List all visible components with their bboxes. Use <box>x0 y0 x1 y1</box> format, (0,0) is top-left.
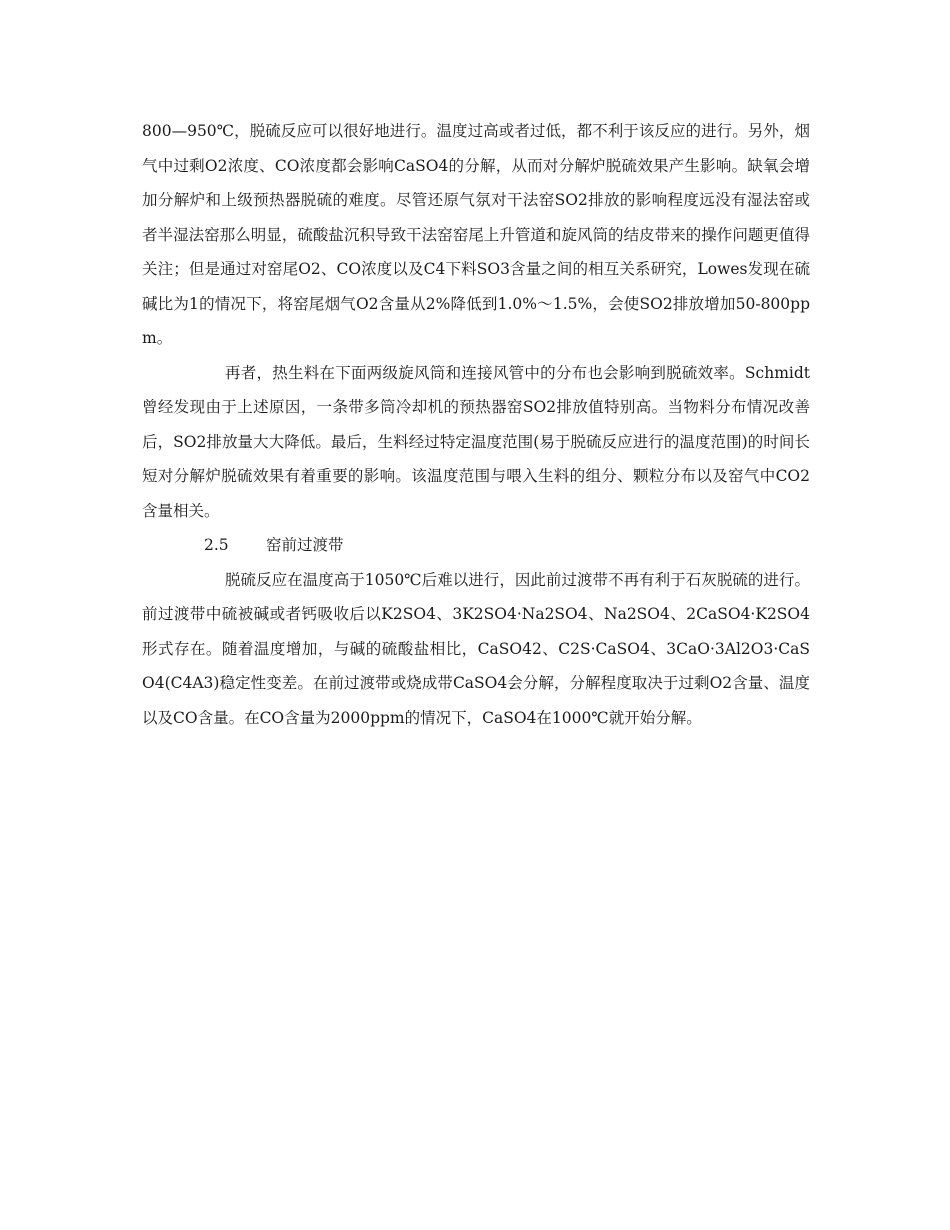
paragraph-desulfurization-temperature: 800—950℃，脱硫反应可以很好地进行。温度过高或者过低，都不利于该反应的进行。另外，烟气中过剩O2浓度、CO浓度都会影响CaSO4的分解，从而对分解炉脱硫效果产生影响。缺氧会增加分解炉和上级预热器脱硫的难度。尽管还原气氛对干法窑SO2排放的影响程度远没有湿法窑或者半湿法窑那么明显，硫酸盐沉积导致干法窑窑尾上升管道和旋风筒的结皮带来的操作问题更值得关注；但是通过对窑尾O2、CO浓度以及C4下料SO3含量之间的相互关系研究，Lowes发现在硫碱比为1的情况下，将窑尾烟气O2含量从2%降低到1.0%～1.5%，会使SO2排放增加50-800ppm。 <box>142 122 810 347</box>
section-heading <box>142 528 810 563</box>
document-body <box>142 114 810 735</box>
paragraph-transition-zone: 脱硫反应在温度高于1050℃后难以进行，因此前过渡带不再有利于石灰脱硫的进行。前过渡带中硫被碱或者钙吸收后以K2SO4、3K2SO4·Na2SO4、Na2SO4、2CaSO4·K2SO4形式存在。随着温度增加，与碱的硫酸盐相比，CaSO42、C2S·CaSO4、3CaO·3Al2O3·CaSO4(C4A3)稳定性变差。在前过渡带或烧成带CaSO4会分解，分解程度取决于过剩O2含量、温度以及CO含量。在CO含量为2000ppm的情况下，CaSO4在1000℃就开始分解。 <box>142 570 810 727</box>
section-number: 2.5 <box>204 536 229 554</box>
section-title: 窑前过渡带 <box>266 536 344 554</box>
paragraph-raw-meal-distribution: 再者，热生料在下面两级旋风筒和连接风管中的分布也会影响到脱硫效率。Schmidt曾经发现由于上述原因，一条带多筒冷却机的预热器窑SO2排放值特别高。当物料分布情况改善后，SO2排放量大大降低。最后，生料经过特定温度范围(易于脱硫反应进行的温度范围)的时间长短对分解炉脱硫效果有着重要的影响。该温度范围与喂入生料的组分、颗粒分布以及窑气中CO2含量相关。 <box>142 363 810 520</box>
